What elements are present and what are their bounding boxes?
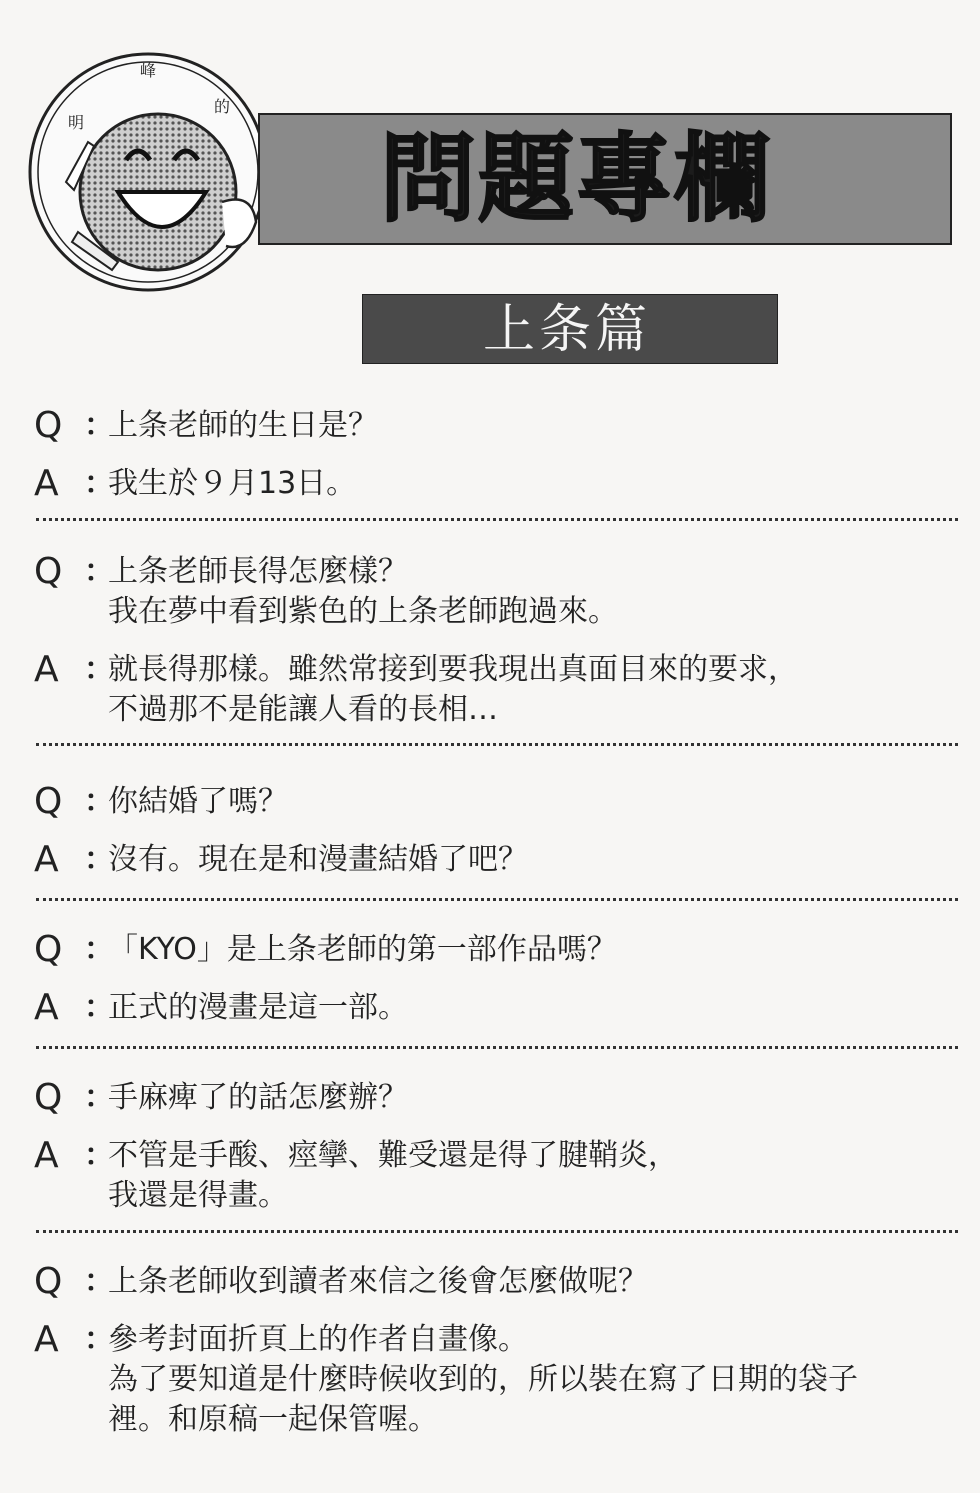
question-text: 上条老師的生日是？ (108, 408, 378, 443)
question-row (34, 782, 954, 822)
dotted-divider (36, 1046, 958, 1049)
question-row (34, 552, 954, 632)
answer-text: 參考封面折頁上的作者自畫像。 為了要知道是什麼時候收到的，所以裝在寫了日期的袋子 裡。和原稿一起保管喔。 (108, 1322, 858, 1437)
question-row (34, 1262, 954, 1302)
q-label: Q (34, 1261, 63, 1302)
q-label: Q (34, 1077, 63, 1118)
answer-text: 不管是手酸、痙攣、難受還是得了腱鞘炎， 我還是得畫。 (108, 1138, 678, 1213)
answer-text: 正式的漫畫是這一部。 (108, 990, 408, 1025)
smiley-logo (26, 42, 276, 302)
logo-char-2: 峰 (140, 61, 157, 80)
question-text: 手麻痺了的話怎麼辦？ (108, 1080, 408, 1115)
dotted-divider (36, 743, 958, 746)
subtitle-banner (362, 294, 778, 364)
question-text: 上条老師收到讀者來信之後會怎麼做呢？ (108, 1264, 648, 1299)
answer-row (34, 650, 954, 730)
answer-row (34, 988, 954, 1028)
qa-item (34, 1078, 954, 1216)
colon: ： (84, 990, 114, 1025)
q-label: Q (34, 929, 63, 970)
colon: ： (84, 932, 114, 967)
a-label: A (34, 987, 59, 1028)
logo-char-3: 的 (214, 97, 231, 116)
answer-row (34, 1320, 954, 1440)
a-label: A (34, 839, 59, 880)
a-label: A (34, 1319, 59, 1360)
answer-row (34, 840, 954, 880)
answer-text: 就長得那樣。雖然常接到要我現出真面目來的要求， 不過那不是能讓人看的長相… (108, 652, 798, 727)
answer-text: 沒有。現在是和漫畫結婚了吧？ (108, 842, 528, 877)
qa-item (34, 552, 954, 730)
page-subtitle: 上条篇 (483, 300, 652, 360)
a-label: A (34, 1135, 59, 1176)
qa-item (34, 1262, 954, 1440)
question-row (34, 406, 954, 446)
dotted-divider (36, 898, 958, 901)
colon: ： (84, 554, 114, 589)
logo-char-1: 明 (68, 113, 85, 132)
answer-row (34, 464, 954, 504)
qa-item (34, 930, 954, 1028)
question-row (34, 930, 954, 970)
a-label: A (34, 649, 59, 690)
dotted-divider (36, 518, 958, 521)
colon: ： (84, 842, 114, 877)
colon: ： (84, 784, 114, 819)
question-text: 你結婚了嗎？ (108, 784, 288, 819)
colon: ： (84, 652, 114, 687)
colon: ： (84, 1322, 114, 1357)
colon: ： (84, 1138, 114, 1173)
dotted-divider (36, 1230, 958, 1233)
question-text: 上条老師長得怎麼樣？ 我在夢中看到紫色的上条老師跑過來。 (108, 554, 618, 629)
answer-text: 我生於９月13日。 (108, 466, 357, 501)
q-label: Q (34, 405, 63, 446)
colon: ： (84, 466, 114, 501)
colon: ： (84, 1264, 114, 1299)
title-banner (258, 113, 952, 245)
colon: ： (84, 408, 114, 443)
question-text: 「KYO」是上条老師的第一部作品嗎？ (108, 932, 617, 967)
page-title: 問題專欄 (380, 123, 772, 235)
answer-row (34, 1136, 954, 1216)
q-label: Q (34, 551, 63, 592)
qa-item (34, 782, 954, 880)
q-label: Q (34, 781, 63, 822)
colon: ： (84, 1080, 114, 1115)
question-row (34, 1078, 954, 1118)
qa-item (34, 406, 954, 504)
a-label: A (34, 463, 59, 504)
